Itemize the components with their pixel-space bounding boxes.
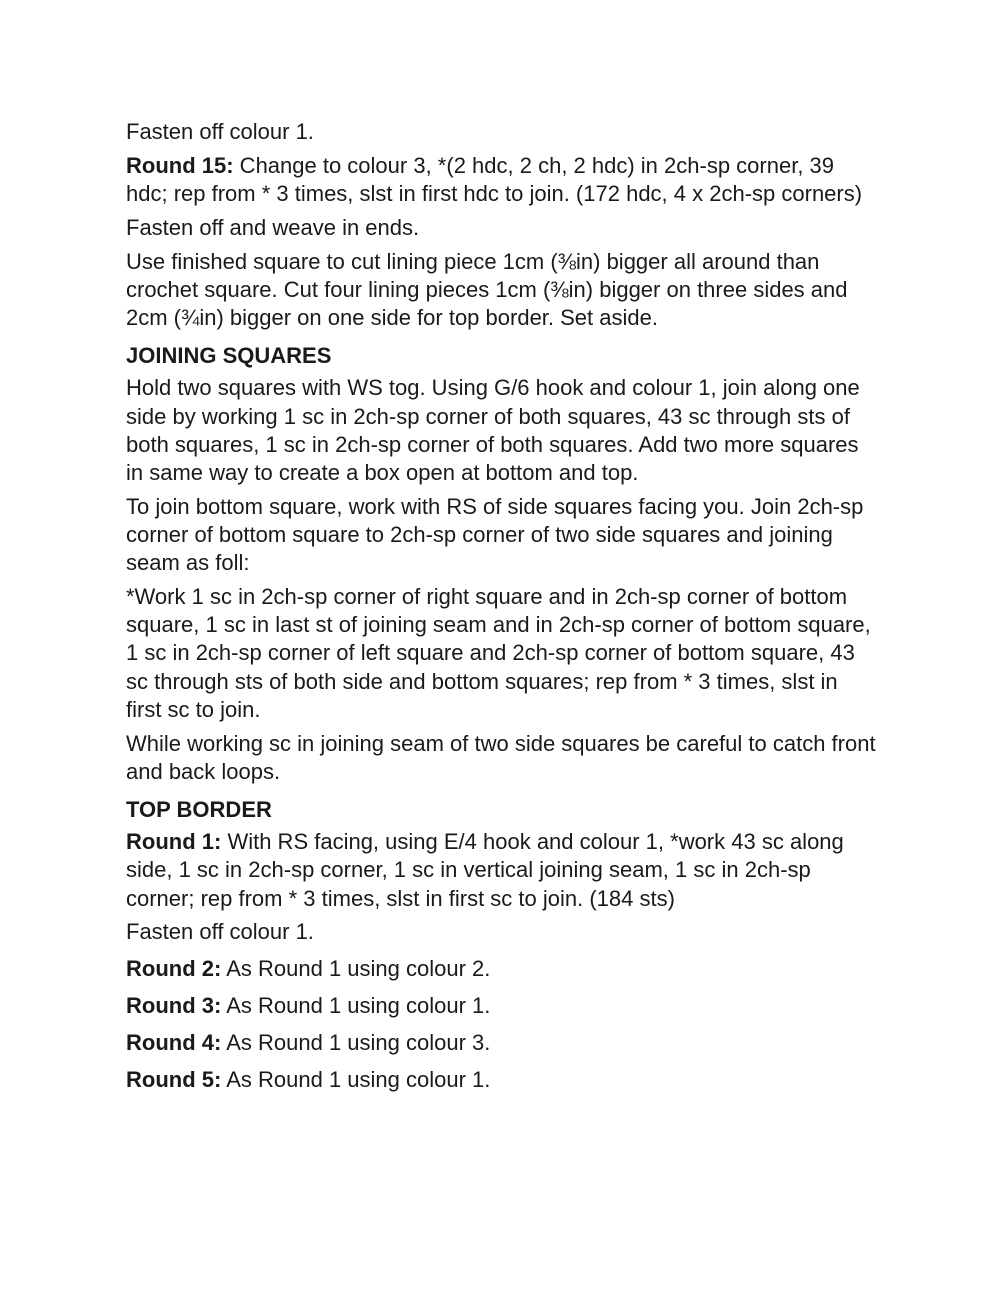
paragraph-round-2	[126, 955, 878, 983]
paragraph-lining-instructions: Use finished square to cut lining piece 1cm (⅜in) bigger all around than crochet square. Cut four lining pieces 1cm (⅜in) bigger on three sides and 2cm (¾in) bigger on one side for top border. Set aside.	[126, 248, 848, 330]
round-2-label: Round 2:	[126, 956, 222, 982]
round-3-label: Round 3:	[126, 993, 222, 1019]
heading-top-border: TOP BORDER	[126, 797, 272, 823]
round-15-text: Change to colour 3, *(2 hdc, 2 ch, 2 hdc) in 2ch-sp corner, 39 hdc; rep from * 3 times, slst in first hdc to join. (172 hdc, 4 x 2ch-sp corners)	[126, 152, 863, 206]
paragraph-fasten-off-colour-1-b: Fasten off colour 1.	[126, 919, 314, 945]
paragraph-fasten-off-weave: Fasten off and weave in ends.	[126, 214, 420, 240]
round-3-text: As Round 1 using colour 1.	[221, 993, 491, 1019]
paragraph-work-sc-corners: *Work 1 sc in 2ch-sp corner of right square and in 2ch-sp corner of bottom square, 1 sc in last st of joining seam and in 2ch-sp corner of bottom square, 1 sc in 2ch-sp corner of left square and 2ch-sp corner of bottom square, 43 sc through sts of both side and bottom squares; rep from * 3 times, slst in first sc to join.	[126, 584, 871, 722]
paragraph-round-15	[126, 152, 878, 208]
round-1-text: With RS facing, using E/4 hook and colour 1, *work 43 sc along side, 1 sc in 2ch-sp corner, 1 sc in vertical joining seam, 1 sc in 2ch-sp corner; rep from * 3 times, slst in first sc to join. (184 sts)	[126, 829, 844, 911]
paragraph-fasten-off-colour-1: Fasten off colour 1.	[126, 119, 314, 144]
heading-joining-squares: JOINING SQUARES	[126, 343, 332, 369]
paragraph-join-bottom-square: To join bottom square, work with RS of side squares facing you. Join 2ch-sp corner of bottom square to 2ch-sp corner of two side squares and joining seam as foll:	[126, 493, 864, 576]
paragraph-round-1	[126, 828, 878, 913]
paragraph-round-5	[126, 1066, 878, 1094]
round-2-text: As Round 1 using colour 2.	[221, 956, 491, 982]
round-1-label: Round 1:	[126, 829, 222, 855]
paragraph-round-3	[126, 992, 878, 1020]
round-5-text: As Round 1 using colour 1.	[221, 1066, 491, 1092]
round-5-label: Round 5:	[126, 1066, 222, 1092]
round-4-label: Round 4:	[126, 1029, 222, 1055]
paragraph-careful-loops: While working sc in joining seam of two side squares be careful to catch front and back loops.	[126, 730, 876, 784]
round-15-label: Round 15:	[126, 152, 234, 178]
round-4-text: As Round 1 using colour 3.	[221, 1029, 491, 1055]
paragraph-round-4	[126, 1029, 878, 1057]
paragraph-hold-two-squares: Hold two squares with WS tog. Using G/6 hook and colour 1, join along one side by working 1 sc in 2ch-sp corner of both squares, 43 sc through sts of both squares, 1 sc in 2ch-sp corner of both squares. Add two more squares in same way to create a box open at bottom and top.	[126, 375, 860, 486]
document-page	[126, 118, 878, 1102]
